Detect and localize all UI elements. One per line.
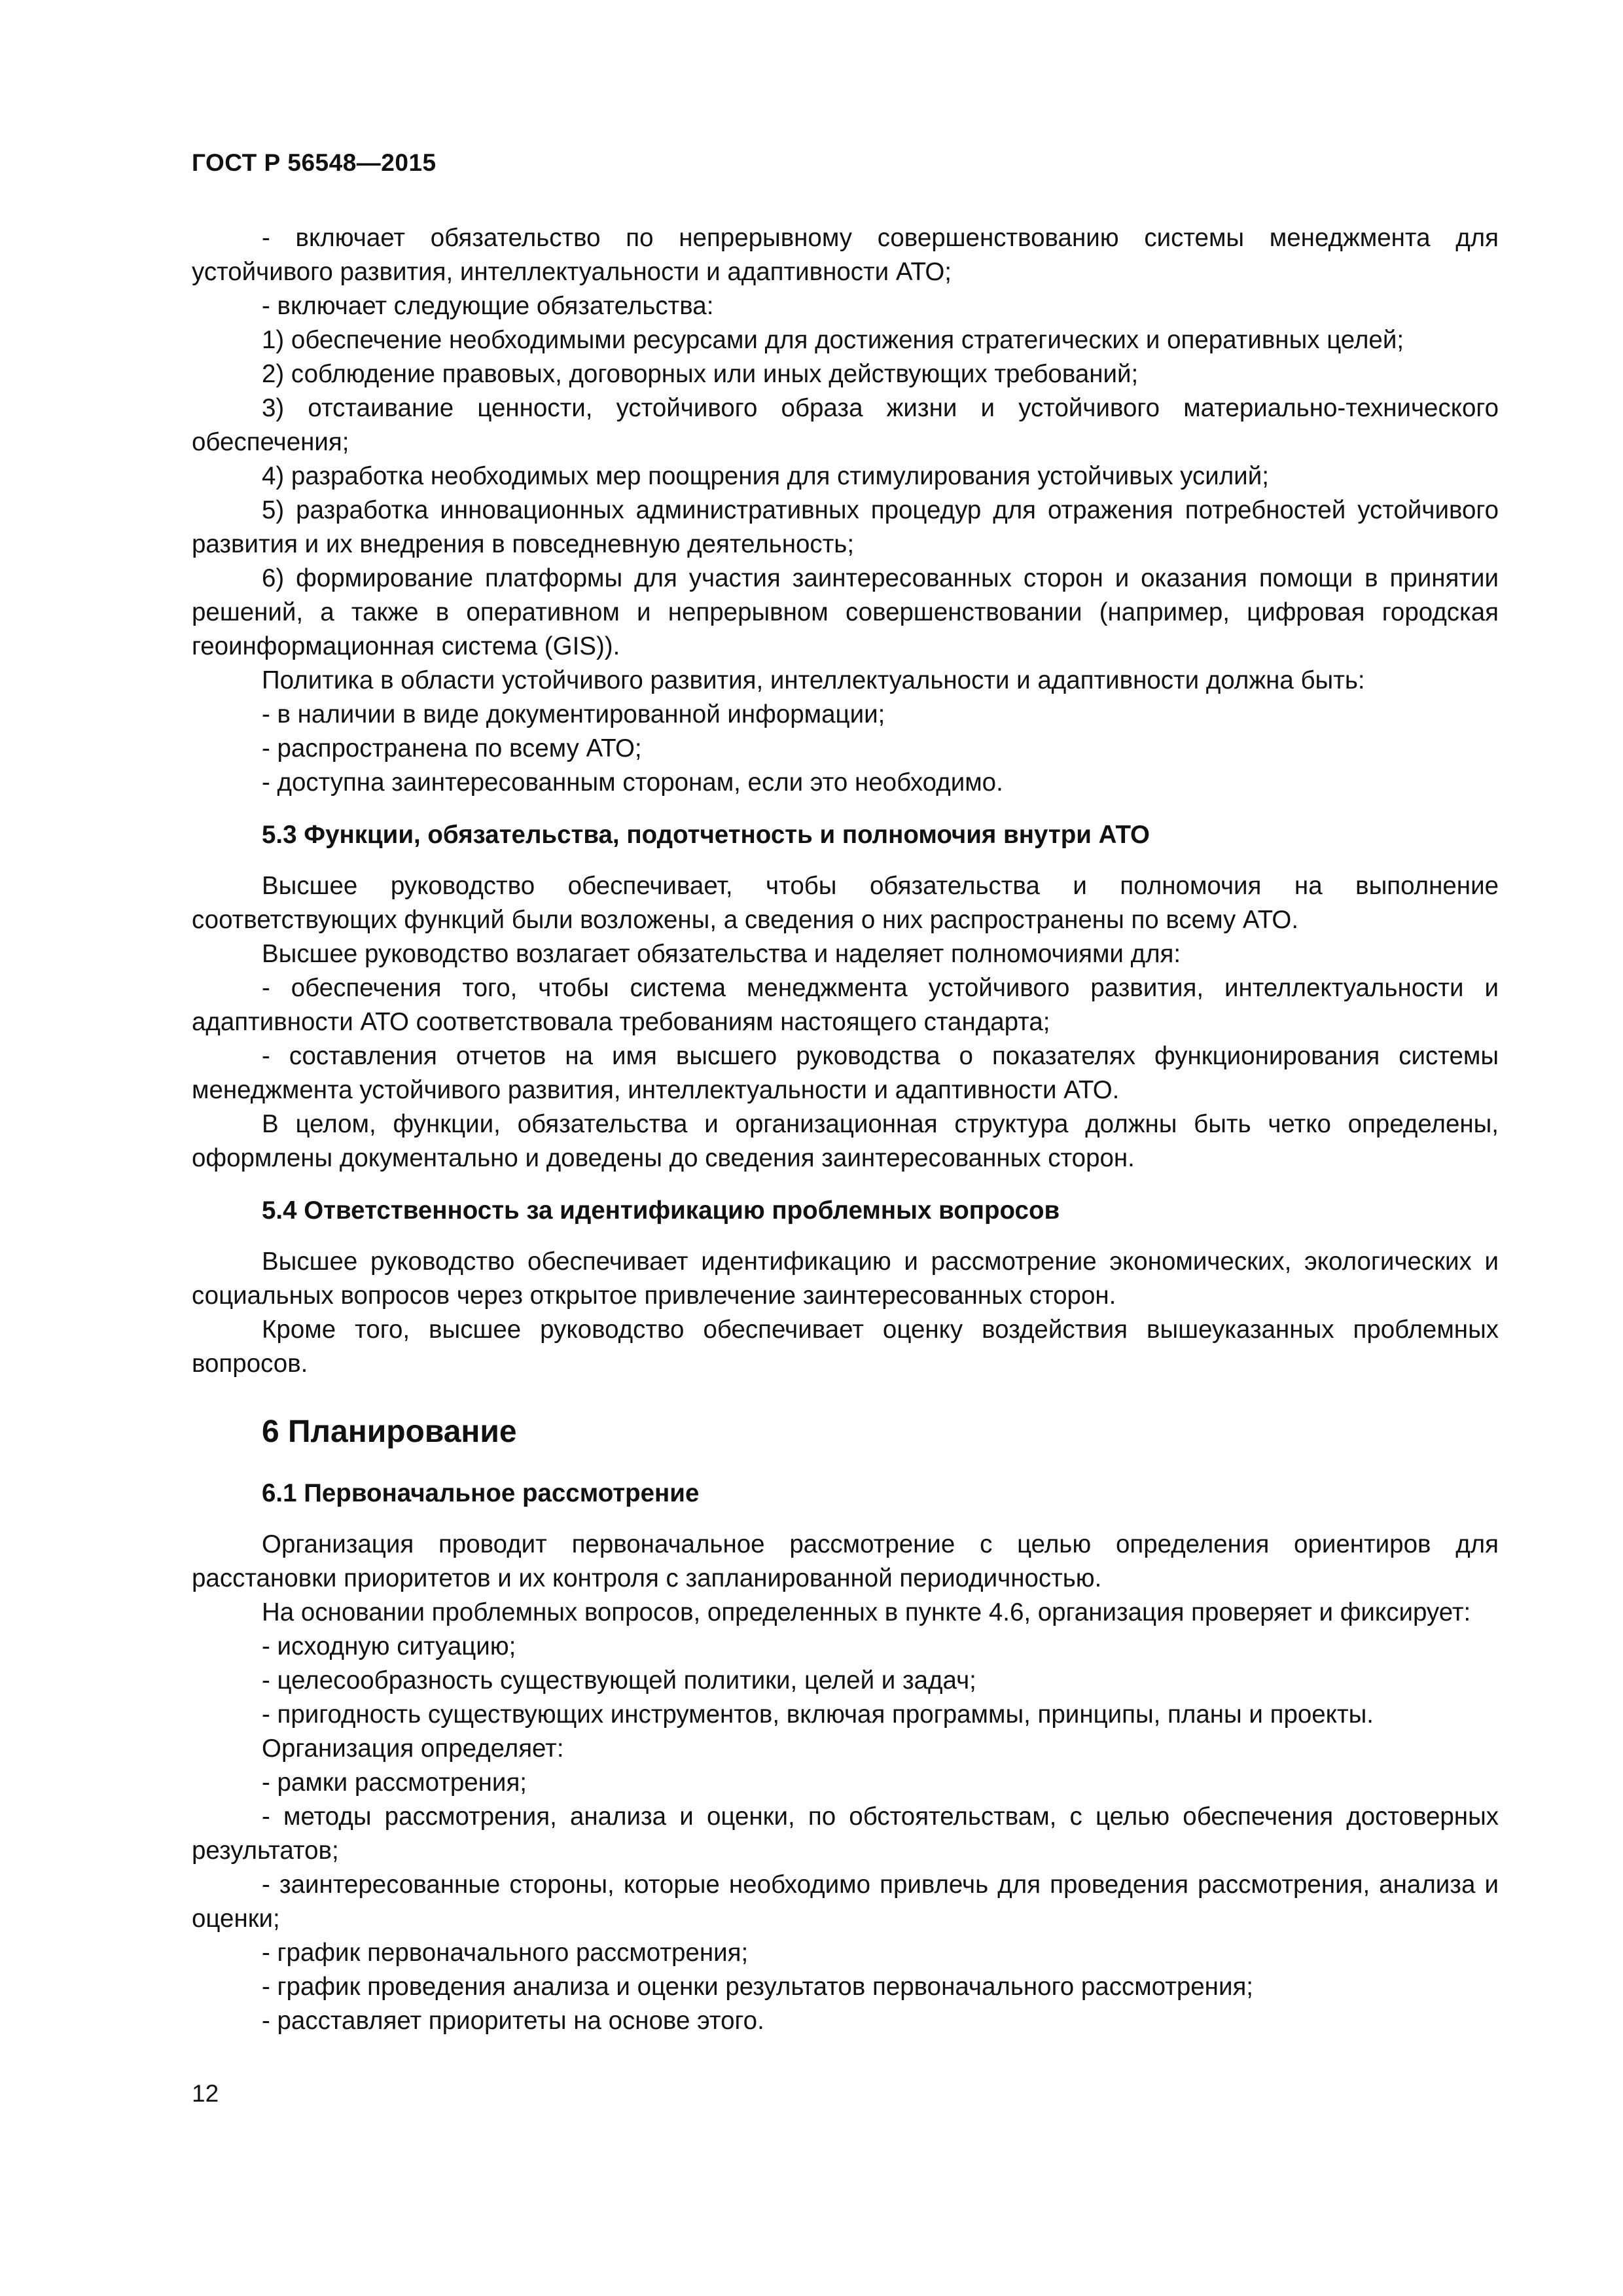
paragraph: На основании проблемных вопросов, определенных в пункте 4.6, организация проверяет и фиксирует: <box>262 1598 1471 1626</box>
chapter-heading: 6 Планирование <box>262 1414 517 1449</box>
paragraph: Политика в области устойчивого развития, интеллектуальности и адаптивности должна быть: <box>262 666 1365 694</box>
paragraph: Организация проводит первоначальное рассмотрение с целью определения ориентиров для расстановки приоритетов и их контроля с запланированной периодичностью. <box>192 1530 1499 1592</box>
section-5-3 <box>192 818 1499 1175</box>
list-item: - в наличии в виде документированной информации; <box>262 700 885 728</box>
document-body <box>192 221 1499 2038</box>
list-item: - пригодность существующих инструментов, включая программы, принципы, планы и проекты. <box>262 1700 1374 1729</box>
paragraph: Организация определяет: <box>262 1734 564 1763</box>
list-item: - доступна заинтересованным сторонам, если это необходимо. <box>262 768 1003 797</box>
section-heading: 6.1 Первоначальное рассмотрение <box>262 1479 700 1507</box>
paragraph: Кроме того, высшее руководство обеспечивает оценку воздействия вышеуказанных проблемных вопросов. <box>192 1316 1499 1378</box>
list-item: 1) обеспечение необходимыми ресурсами для достижения стратегических и оперативных целей; <box>262 326 1404 354</box>
list-item: 4) разработка необходимых мер поощрения для стимулирования устойчивых усилий; <box>262 462 1269 490</box>
section-heading: 5.4 Ответственность за идентификацию проблемных вопросов <box>262 1196 1060 1225</box>
page-number: 12 <box>192 2080 219 2107</box>
list-item: - заинтересованные стороны, которые необходимо привлечь для проведения рассмотрения, анализа и оценки; <box>192 1871 1499 1933</box>
list-item: - распространена по всему АТО; <box>262 734 642 762</box>
list-item: - обеспечения того, чтобы система менеджмента устойчивого развития, интеллектуальности и адаптивности АТО соответствовала требованиям настоящего стандарта; <box>192 974 1499 1036</box>
list-item: 6) формирование платформы для участия заинтересованных сторон и оказания помощи в принятии решений, а также в оперативном и непрерывном совершенствовании (например, цифровая городская геоинформационная система (GIS)). <box>192 564 1499 660</box>
section-5-2-continuation <box>192 221 1499 800</box>
paragraph: Высшее руководство обеспечивает, чтобы обязательства и полномочия на выполнение соответствующих функций были возложены, а сведения о них распространены по всему АТО. <box>192 872 1499 934</box>
paragraph: Высшее руководство обеспечивает идентификацию и рассмотрение экономических, экологических и социальных вопросов через открытое привлечение заинтересованных сторон. <box>192 1247 1499 1310</box>
paragraph: - включает следующие обязательства: <box>262 292 714 320</box>
paragraph: Высшее руководство возлагает обязательства и наделяет полномочиями для: <box>262 940 1181 968</box>
list-item: - исходную ситуацию; <box>262 1632 516 1660</box>
list-item: 3) отстаивание ценности, устойчивого образа жизни и устойчивого материально-технического обеспечения; <box>192 394 1499 456</box>
list-item: - методы рассмотрения, анализа и оценки, по обстоятельствам, с целью обеспечения достоверных результатов; <box>192 1803 1499 1865</box>
list-item: - составления отчетов на имя высшего руководства о показателях функционирования системы менеджмента устойчивого развития, интеллектуальности и адаптивности АТО. <box>192 1042 1499 1104</box>
list-item: - целесообразность существующей политики, целей и задач; <box>262 1666 976 1695</box>
list-item: - график проведения анализа и оценки результатов первоначального рассмотрения; <box>262 1973 1253 2001</box>
list-item: 5) разработка инновационных административных процедур для отражения потребностей устойчивого развития и их внедрения в повседневную деятельность; <box>192 496 1499 558</box>
section-6-1 <box>192 1477 1499 2038</box>
document-header: ГОСТ Р 56548—2015 <box>192 149 437 176</box>
list-item: - расставляет приоритеты на основе этого. <box>262 2007 764 2035</box>
paragraph: В целом, функции, обязательства и организационная структура должны быть четко определены, оформлены документально и доведены до сведения заинтересованных сторон. <box>192 1110 1499 1172</box>
section-5-4 <box>192 1194 1499 1381</box>
list-item: - рамки рассмотрения; <box>262 1768 527 1797</box>
paragraph: - включает обязательство по непрерывному совершенствованию системы менеджмента для устойчивого развития, интеллектуальности и адаптивности АТО; <box>192 224 1499 286</box>
section-heading: 5.3 Функции, обязательства, подотчетность и полномочия внутри АТО <box>262 821 1150 849</box>
list-item: 2) соблюдение правовых, договорных или иных действующих требований; <box>262 360 1139 388</box>
list-item: - график первоначального рассмотрения; <box>262 1939 749 1967</box>
